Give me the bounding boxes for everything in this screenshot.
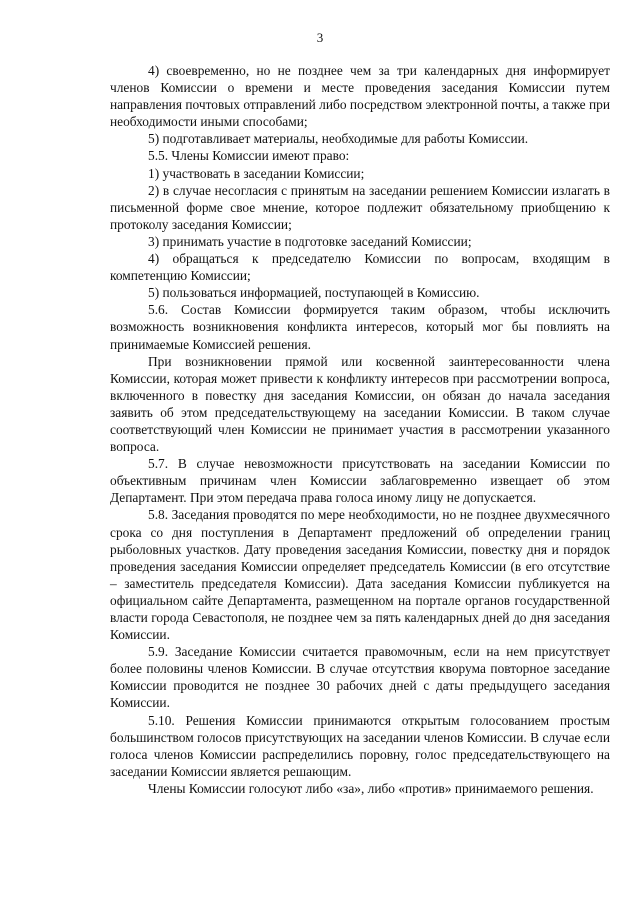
paragraph: 4) своевременно, но не позднее чем за три календарных дня информирует членов Комиссии о времени и месте проведения заседания Комиссии путем направления почтовых отправлений либо посредством электронной почты, а также при необходимости иными способами; [110, 63, 610, 130]
paragraph: 5.7. В случае невозможности присутствовать на заседании Комиссии по объективным причинам член Комиссии заблаговременно извещает об этом Департамент. При этом передача права голоса иному лицу не допускается. [110, 456, 610, 506]
paragraph: 5.6. Состав Комиссии формируется таким образом, чтобы исключить возможность возникновения конфликта интересов, который мог бы повлиять на принимаемые Комиссией решения. [110, 302, 610, 352]
paragraph: 5.8. Заседания проводятся по мере необходимости, но не позднее двухмесячного срока со дня поступления в Департамент предложений об определении границ рыболовных участков. Дату проведения заседания Комиссии, повестку дня и порядок проведения заседания Комиссии определяет председатель Комиссии (в его отсутствие – заместитель председателя Комиссии). Дата заседания Комиссии публикуется на официальном сайте Департамента, размещенном на портале органов государственной власти города Севастополя, не позднее чем за пять календарных дней до дня заседания Комиссии. [110, 507, 610, 643]
paragraph: 3) принимать участие в подготовке заседаний Комиссии; [148, 233, 472, 249]
paragraph: При возникновении прямой или косвенной заинтересованности члена Комиссии, которая может привести к конфликту интересов при рассмотрении вопроса, включенного в повестку дня заседания Комиссии, он обязан до начала заседания заявить об этом председательствующему на заседании Комиссии. В таком случае соответствующий член Комиссии не принимает участия в рассмотрении указанного вопроса. [110, 353, 610, 455]
paragraph: 5.10. Решения Комиссии принимаются открытым голосованием простым большинством голосов присутствующих на заседании членов Комиссии. В случае если голоса членов Комиссии распределились поровну, голос председательствующего на заседании Комиссии является решающим. [110, 712, 610, 779]
document-body [110, 62, 610, 797]
paragraph: Члены Комиссии голосуют либо «за», либо «против» принимаемого решения. [148, 780, 594, 796]
paragraph: 4) обращаться к председателю Комиссии по вопросам, входящим в компетенцию Комиссии; [110, 251, 610, 284]
paragraph: 2) в случае несогласия с принятым на заседании решением Комиссии излагать в письменной форме свое мнение, которое подлежит обязательному приобщению к протоколу заседания Комиссии; [110, 182, 610, 232]
paragraph: 5.5. Члены Комиссии имеют право: [148, 148, 350, 164]
paragraph: 5.9. Заседание Комиссии считается правомочным, если на нем присутствует более половины членов Комиссии. В случае отсутствия кворума повторное заседание Комиссии проводится не позднее 30 рабочих дней с даты предыдущего заседания Комиссии. [110, 644, 610, 711]
page-number: 3 [316, 30, 324, 45]
paragraph: 5) пользоваться информацией, поступающей в Комиссию. [148, 285, 480, 301]
paragraph: 1) участвовать в заседании Комиссии; [148, 165, 365, 181]
paragraph: 5) подготавливает материалы, необходимые для работы Комиссии. [148, 131, 529, 147]
